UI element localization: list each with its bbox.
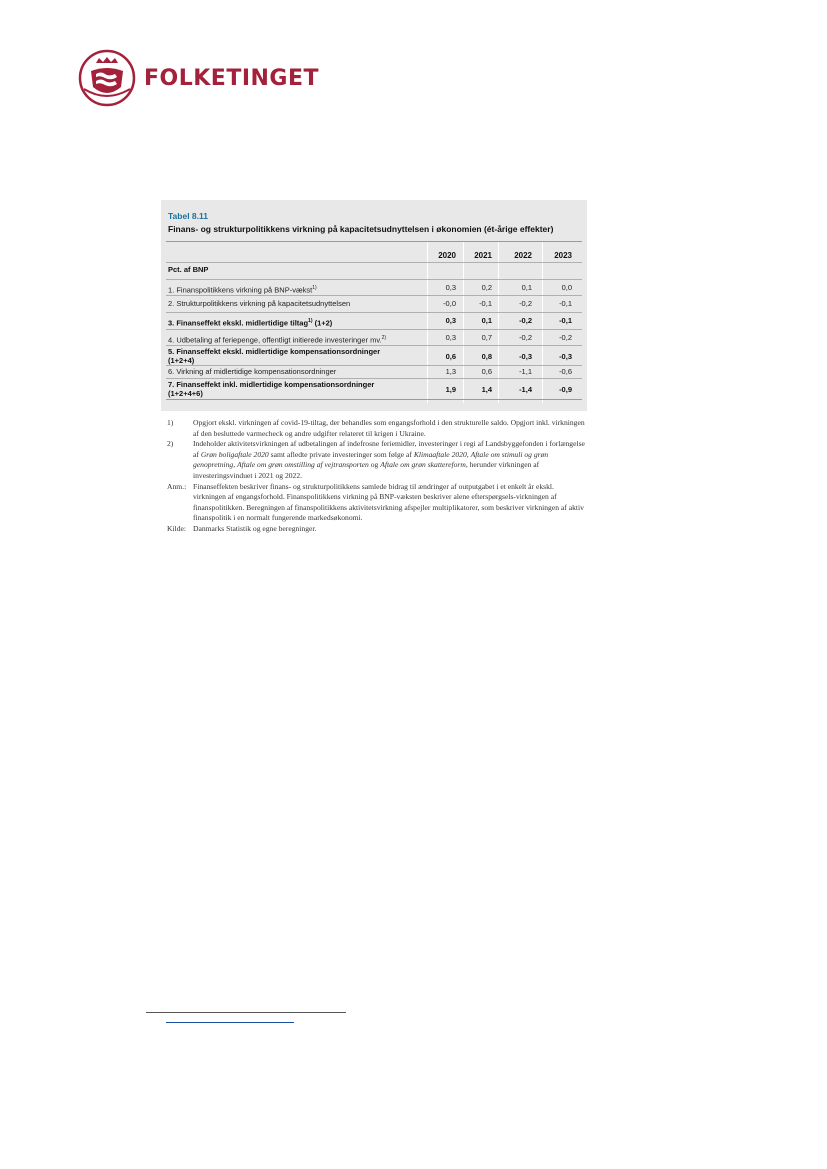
cell-value: -0,2 (519, 299, 532, 308)
cell-value: 0,6 (481, 367, 492, 376)
cell-value: 0,8 (481, 352, 492, 361)
table-notes (167, 418, 587, 535)
table-row (166, 329, 582, 346)
coat-of-arms-icon (78, 49, 136, 107)
table-row (166, 345, 582, 366)
cell-value: 0,7 (481, 333, 492, 342)
year-header: 2020 (438, 251, 456, 260)
cell-value: 0,6 (445, 352, 456, 361)
cell-value: -0,3 (519, 352, 532, 361)
note-key: Anm.: (167, 481, 187, 491)
note-key: 2) (167, 439, 174, 449)
row-label: 6. Virkning af midlertidige kompensationsordninger (168, 367, 337, 376)
footnote-separator (146, 1012, 346, 1013)
note-key: Kilde: (167, 523, 186, 533)
note (167, 524, 587, 535)
table-row (166, 365, 582, 379)
cell-value: 0,1 (521, 283, 532, 292)
table-title: Finans- og strukturpolitikkens virkning på kapacitetsudnyttelsen i økonomien (ét-årige effekter) (168, 224, 554, 234)
cell-value: 0,3 (445, 333, 456, 342)
table-row (166, 312, 582, 329)
cell-value: -0,2 (519, 316, 532, 325)
cell-value: -1,1 (519, 367, 532, 376)
note (167, 439, 587, 481)
cell-value: -0,0 (443, 299, 456, 308)
cell-value: 0,0 (561, 283, 572, 292)
cell-value: -0,2 (519, 333, 532, 342)
row-label: 2. Strukturpolitikkens virkning på kapacitetsudnyttelsen (168, 299, 351, 308)
unit-header: Pct. af BNP (168, 265, 209, 274)
note-text: Opgjort ekskl. virkningen af covid-19-tiltag, der behandles som engangsforhold i den strukturelle saldo. Opgjort inkl. virkningen af den besluttede varmecheck og andre udgifter relateret til krigen i Ukraine. (193, 418, 585, 438)
row-label: 3. Finanseffekt ekskl. midlertidige tiltag$^{1)}$ (1+2) (168, 318, 333, 328)
cell-value: 1,4 (481, 385, 492, 394)
cell-value: -0,1 (479, 299, 492, 308)
cell-value: -0,1 (559, 316, 572, 325)
cell-value: -1,4 (519, 385, 532, 394)
note (167, 482, 587, 524)
folketinget-logo (78, 49, 319, 107)
cell-value: -0,3 (559, 352, 572, 361)
row-label: 7. Finanseffekt inkl. midlertidige kompensationsordninger (1+2+4+6) (168, 380, 375, 398)
cell-value: 1,3 (445, 367, 456, 376)
brand-name: FOLKETINGET (144, 65, 320, 91)
unit-header-row (166, 262, 582, 277)
footnote-link-underline[interactable] (166, 1022, 294, 1023)
cell-value: 0,3 (445, 283, 456, 292)
note-text: Danmarks Statistik og egne beregninger. (193, 523, 317, 533)
row-label: 1. Finanspolitikkens virkning på BNP-vækst$^{1)}$ (168, 285, 317, 295)
cell-value: 0,1 (481, 316, 492, 325)
cell-value: 0,2 (481, 283, 492, 292)
row-label: 5. Finanseffekt ekskl. midlertidige kompensationsordninger (1+2+4) (168, 347, 381, 365)
cell-value: 1,9 (445, 385, 456, 394)
table-row (166, 279, 582, 296)
cell-value: -0,6 (559, 367, 572, 376)
note-text: Indeholder aktivitetsvirkningen af udbetalingen af indefrosne feriemidler, investeringer i regi af Landsbyggefonden i forlængelse af Grøn boligaftale 2020 samt afledte private investeringer som følge af Klimaaftale 2020, Aftale om stimuli og grøn genopretning, Aftale om grøn omstilling af vejtransporten og Aftale om grøn skattereform, herunder virkningen af investeringsvinduet i 2021 og 2022. (193, 439, 585, 480)
row-label: 4. Udbetaling af feriepenge, offentligt initierede investeringer mv.$^{2)}$ (168, 335, 387, 345)
table-row (166, 295, 582, 312)
note-key: 1) (167, 418, 174, 427)
year-header: 2023 (554, 251, 572, 260)
note-text: Finanseffekten beskriver finans- og strukturpolitikkens samlede bidrag til ændringer af outputgabet i et enkelt år ekskl. virkningen af engangsforhold. Finanspolitikkens virkning på BNP-væksten beskriver alene efterspørgsels-virkningen af finanspolitikken. Beregningen af finanspolitikkens aktivitetsvirkning afspejler multiplikatorer, som beskriver virkningen af aktiv finanspolitik i en normalt fungerende markedsøkonomi. (193, 481, 584, 523)
table-row (166, 378, 582, 400)
note (167, 418, 587, 439)
cell-value: -0,9 (559, 385, 572, 394)
year-header: 2021 (474, 251, 492, 260)
table-top-rule (166, 241, 582, 242)
year-header: 2022 (514, 251, 532, 260)
cell-value: 0,3 (445, 316, 456, 325)
cell-value: -0,1 (559, 299, 572, 308)
cell-value: -0,2 (559, 333, 572, 342)
table-label: Tabel 8.11 (168, 211, 209, 221)
